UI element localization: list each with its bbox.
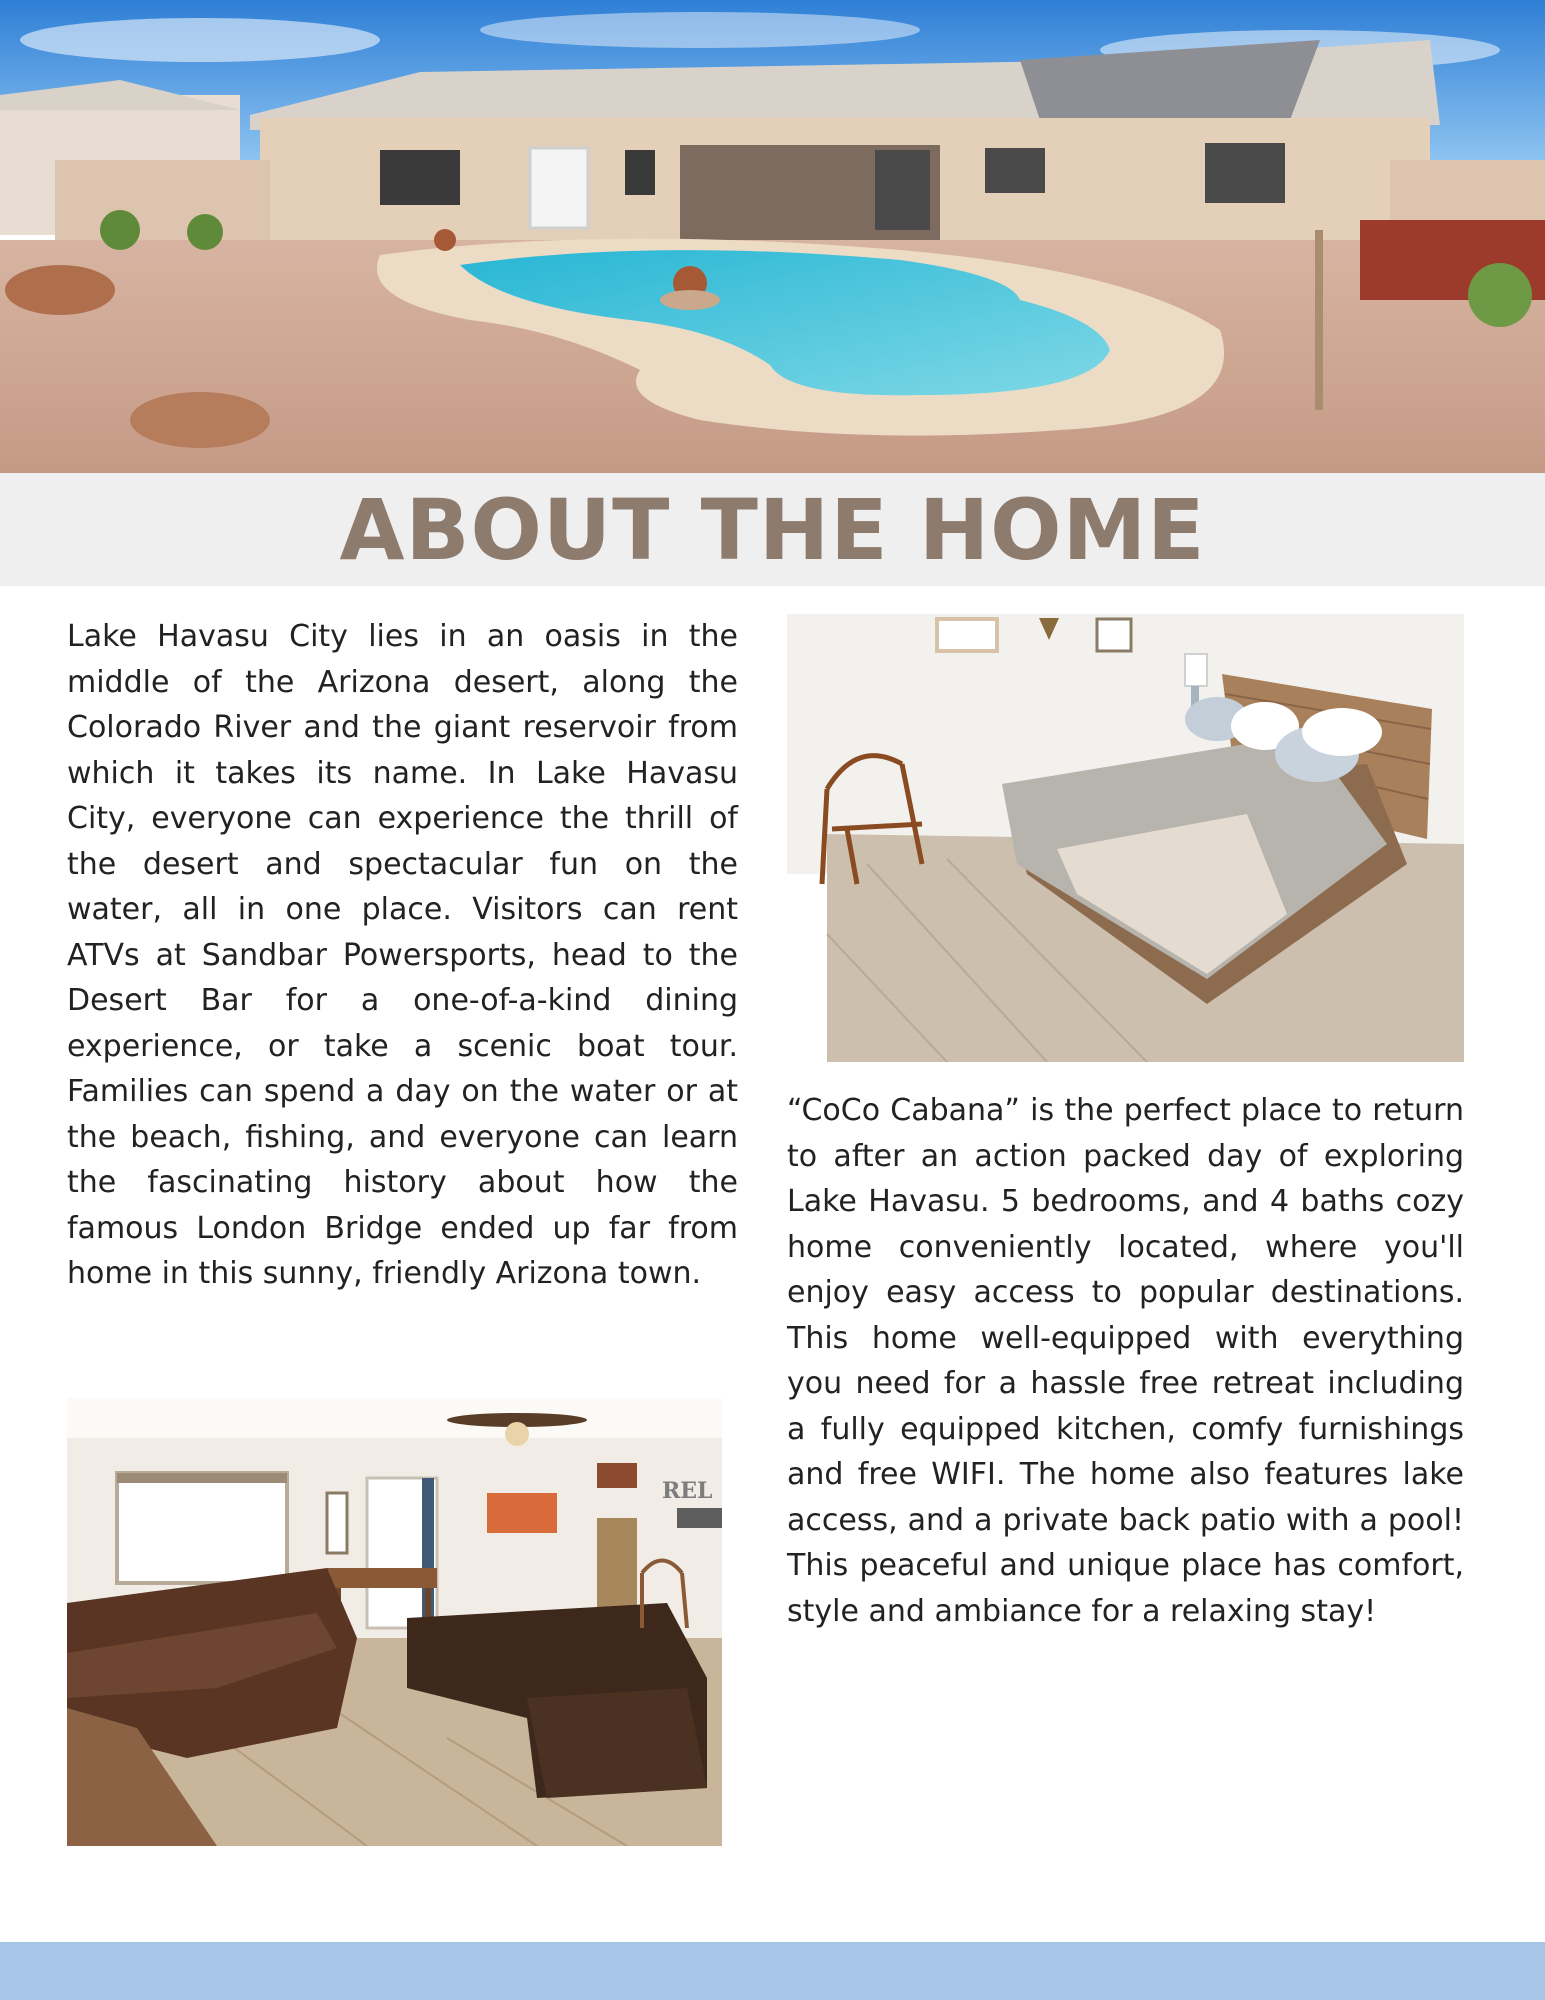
bedroom-illustration (787, 614, 1464, 1062)
living-room-photo (67, 1398, 722, 1846)
pool-scene-illustration (0, 0, 1545, 473)
intro-paragraph: Lake Havasu City lies in an oasis in the middle of the Arizona desert, along the Colorado River and the giant reservoir from which it takes its name. In Lake Havasu City, everyone can experience the thrill of the desert and spectacular fun on the water, all in one place. Visitors can rent ATVs at Sandbar Powersports, head to the Desert Bar for a one-of-a-kind dining experience, or take a scenic boat tour. Families can spend a day on the water or at the beach, fishing, and everyone can learn the fascinating history about how the famous London Bridge ended up far from home in this sunny, friendly Arizona town. (67, 619, 738, 1291)
footer-band (0, 1942, 1545, 2000)
page-title: ABOUT THE HOME (339, 480, 1206, 579)
bedroom-photo (787, 614, 1464, 1062)
title-band (0, 473, 1545, 586)
living-room-illustration (67, 1398, 722, 1846)
home-description-paragraph: “CoCo Cabana” is the perfect place to return to after an action packed day of exploring Lake Havasu. 5 bedrooms, and 4 baths cozy home conveniently located, where you'll enjoy easy access to popular destinations. This home well-equipped with everything you need for a hassle free retreat including a fully equipped kitchen, comfy furnishings and free WIFI. The home also features lake access, and a private back patio with a pool! This peaceful and unique place has comfort, style and ambiance for a relaxing stay! (787, 1093, 1464, 1629)
hero-photo-backyard-pool (0, 0, 1545, 473)
wall-sign-text: REL (662, 1478, 713, 1504)
